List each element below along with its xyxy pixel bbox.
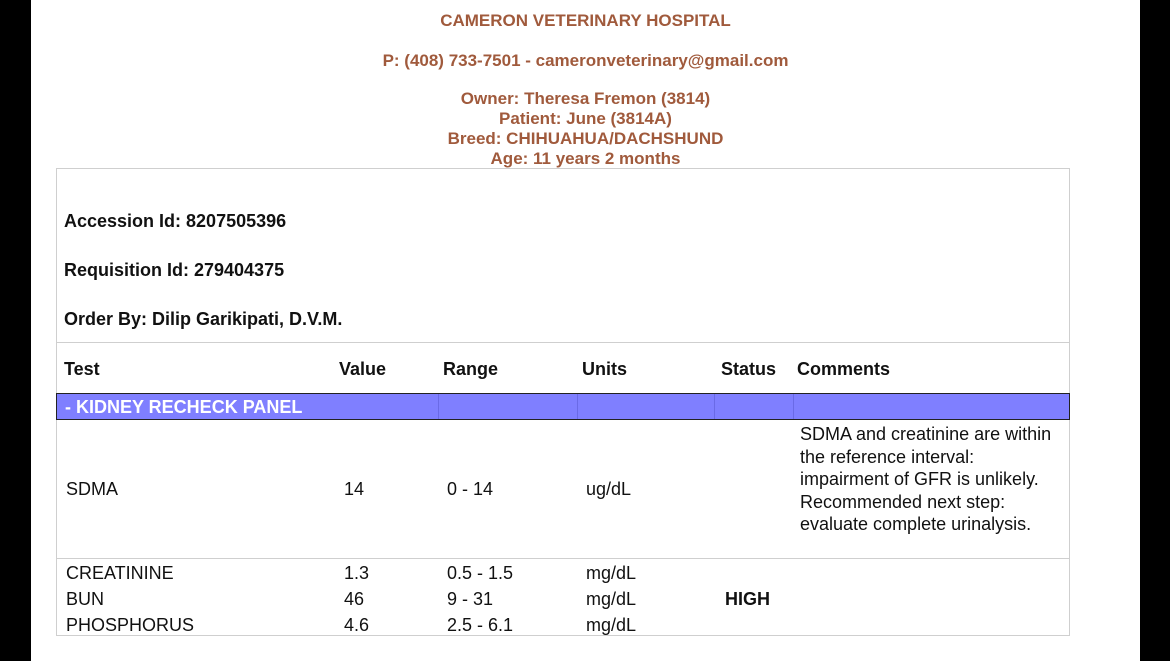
ordered-by: Order By: Dilip Garikipati, D.V.M. xyxy=(64,309,343,329)
col-header-value: Value xyxy=(339,359,387,379)
test-units: mg/dL xyxy=(586,615,637,635)
test-value: 4.6 xyxy=(344,615,370,635)
clinic-contact: P: (408) 733-7501 - cameronveterinary@gmail.com xyxy=(382,51,789,70)
test-name: PHOSPHORUS xyxy=(66,615,195,635)
test-value: 14 xyxy=(344,479,365,499)
test-range: 0.5 - 1.5 xyxy=(447,563,514,583)
test-units: mg/dL xyxy=(586,589,637,609)
test-range: 9 - 31 xyxy=(447,589,494,609)
accession-id: Accession Id: 8207505396 xyxy=(64,211,287,231)
row-divider xyxy=(56,558,1070,559)
col-header-units: Units xyxy=(582,359,627,379)
test-range: 0 - 14 xyxy=(447,479,494,499)
col-header-comments: Comments xyxy=(797,359,891,379)
patient-line: Patient: June (3814A) xyxy=(499,109,672,128)
test-value: 1.3 xyxy=(344,563,370,583)
divider xyxy=(56,342,1070,343)
breed-line: Breed: CHIHUAHUA/DACHSHUND xyxy=(447,129,724,148)
test-name: CREATININE xyxy=(66,563,174,583)
test-units: mg/dL xyxy=(586,563,637,583)
panel-cell-divider xyxy=(714,394,715,419)
clinic-name: CAMERON VETERINARY HOSPITAL xyxy=(440,11,731,30)
requisition-id: Requisition Id: 279404375 xyxy=(64,260,285,280)
col-header-status: Status xyxy=(721,359,777,379)
panel-cell-divider xyxy=(438,394,439,419)
owner-line: Owner: Theresa Fremon (3814) xyxy=(460,89,711,108)
test-comment: SDMA and creatinine are within the reference interval: impairment of GFR is unlikely. Recommended next step: evaluate complete urinalysis. xyxy=(800,424,1052,534)
report-page xyxy=(31,0,1140,661)
col-header-range: Range xyxy=(443,359,499,379)
test-range: 2.5 - 6.1 xyxy=(447,615,514,635)
patient-info xyxy=(31,89,1140,169)
age-line: Age: 11 years 2 months xyxy=(490,149,681,168)
col-header-test: Test xyxy=(64,359,100,379)
test-value: 46 xyxy=(344,589,365,609)
panel-cell-divider xyxy=(577,394,578,419)
panel-title: - KIDNEY RECHECK PANEL xyxy=(65,397,303,417)
test-name: SDMA xyxy=(66,479,119,499)
test-name: BUN xyxy=(66,589,105,609)
panel-header xyxy=(56,393,1070,420)
panel-cell-divider xyxy=(793,394,794,419)
test-status: HIGH xyxy=(725,589,770,609)
test-units: ug/dL xyxy=(586,479,632,499)
